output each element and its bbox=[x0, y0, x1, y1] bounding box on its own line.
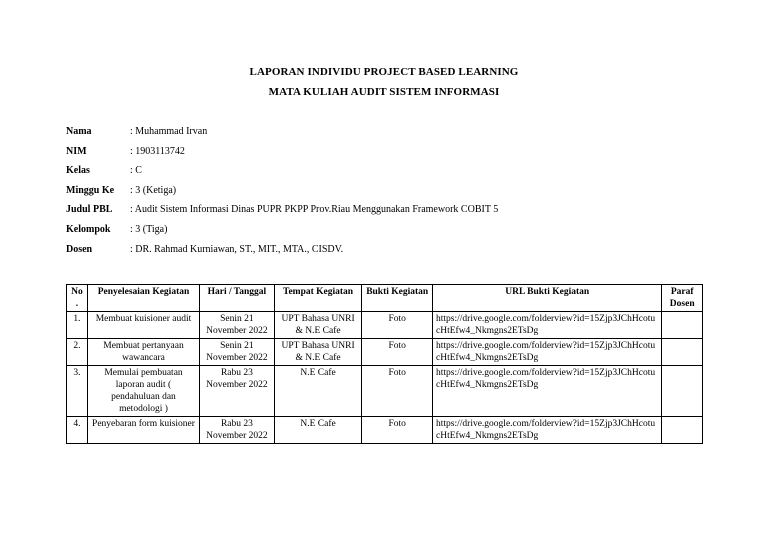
table-row bbox=[67, 339, 703, 366]
info-value: : DR. Rahmad Kurniawan, ST., MIT., MTA., CISDV. bbox=[130, 243, 344, 255]
activity-table bbox=[66, 284, 703, 444]
info-label: Minggu Ke bbox=[66, 184, 115, 196]
cell-paraf bbox=[662, 366, 703, 417]
info-label: Judul PBL bbox=[66, 204, 113, 216]
cell-paraf bbox=[662, 339, 703, 366]
cell-no: 3. bbox=[67, 366, 88, 417]
course-title: MATA KULIAH AUDIT SISTEM INFORMASI bbox=[268, 86, 500, 98]
cell-tempat: N.E Cafe bbox=[274, 366, 362, 417]
header-penyelesaian: Penyelesaian Kegiatan bbox=[87, 285, 199, 312]
cell-no: 2. bbox=[67, 339, 88, 366]
header-paraf: Paraf Dosen bbox=[662, 285, 703, 312]
info-value: : 3 (Ketiga) bbox=[130, 184, 177, 196]
info-value: : 1903113742 bbox=[130, 145, 185, 157]
header-no: No . bbox=[67, 285, 88, 312]
cell-hari: Rabu 23 November 2022 bbox=[200, 366, 275, 417]
info-label: NIM bbox=[66, 145, 87, 157]
cell-hari: Rabu 23 November 2022 bbox=[200, 417, 275, 444]
cell-paraf bbox=[662, 312, 703, 339]
cell-tempat: UPT Bahasa UNRI & N.E Cafe bbox=[274, 312, 362, 339]
header-hari: Hari / Tanggal bbox=[200, 285, 275, 312]
cell-no: 1. bbox=[67, 312, 88, 339]
cell-url-link[interactable]: https://drive.google.com/folderview?id=15Zjp3JChHcotucHtEfw4_Nkmgns2ETsDg bbox=[433, 366, 662, 417]
cell-url-link[interactable]: https://drive.google.com/folderview?id=15Zjp3JChHcotucHtEfw4_Nkmgns2ETsDg bbox=[433, 417, 662, 444]
cell-tempat: N.E Cafe bbox=[274, 417, 362, 444]
cell-paraf bbox=[662, 417, 703, 444]
table-header-row bbox=[67, 285, 703, 312]
cell-tempat: UPT Bahasa UNRI & N.E Cafe bbox=[274, 339, 362, 366]
info-value: : Audit Sistem Informasi Dinas PUPR PKPP Prov.Riau Menggunakan Framework COBIT 5 bbox=[130, 204, 499, 216]
cell-hari: Senin 21 November 2022 bbox=[200, 339, 275, 366]
info-label: Kelas bbox=[66, 165, 90, 177]
cell-url-link[interactable]: https://drive.google.com/folderview?id=15Zjp3JChHcotucHtEfw4_Nkmgns2ETsDg bbox=[433, 312, 662, 339]
info-label: Kelompok bbox=[66, 223, 111, 235]
info-value: : Muhammad Irvan bbox=[130, 126, 208, 137]
cell-penyelesaian: Membuat pertanyaan wawancara bbox=[87, 339, 199, 366]
cell-url-link[interactable]: https://drive.google.com/folderview?id=15Zjp3JChHcotucHtEfw4_Nkmgns2ETsDg bbox=[433, 339, 662, 366]
header-tempat: Tempat Kegiatan bbox=[274, 285, 362, 312]
info-value: : 3 (Tiga) bbox=[130, 223, 168, 235]
cell-penyelesaian: Memulai pembuatan laporan audit ( pendahuluan dan metodologi ) bbox=[87, 366, 199, 417]
cell-bukti: Foto bbox=[362, 312, 433, 339]
info-label: Dosen bbox=[66, 243, 93, 255]
cell-hari: Senin 21 November 2022 bbox=[200, 312, 275, 339]
cell-bukti: Foto bbox=[362, 417, 433, 444]
header-url: URL Bukti Kegiatan bbox=[433, 285, 662, 312]
table-row bbox=[67, 417, 703, 444]
cell-penyelesaian: Membuat kuisioner audit bbox=[87, 312, 199, 339]
cell-bukti: Foto bbox=[362, 339, 433, 366]
table-row bbox=[67, 366, 703, 417]
header-bukti: Bukti Kegiatan bbox=[362, 285, 433, 312]
report-title: LAPORAN INDIVIDU PROJECT BASED LEARNING bbox=[249, 66, 519, 78]
cell-bukti: Foto bbox=[362, 366, 433, 417]
info-label: Nama bbox=[66, 126, 92, 137]
cell-no: 4. bbox=[67, 417, 88, 444]
cell-penyelesaian: Penyebaran form kuisioner bbox=[87, 417, 199, 444]
table-row bbox=[67, 312, 703, 339]
info-value: : C bbox=[130, 165, 142, 177]
